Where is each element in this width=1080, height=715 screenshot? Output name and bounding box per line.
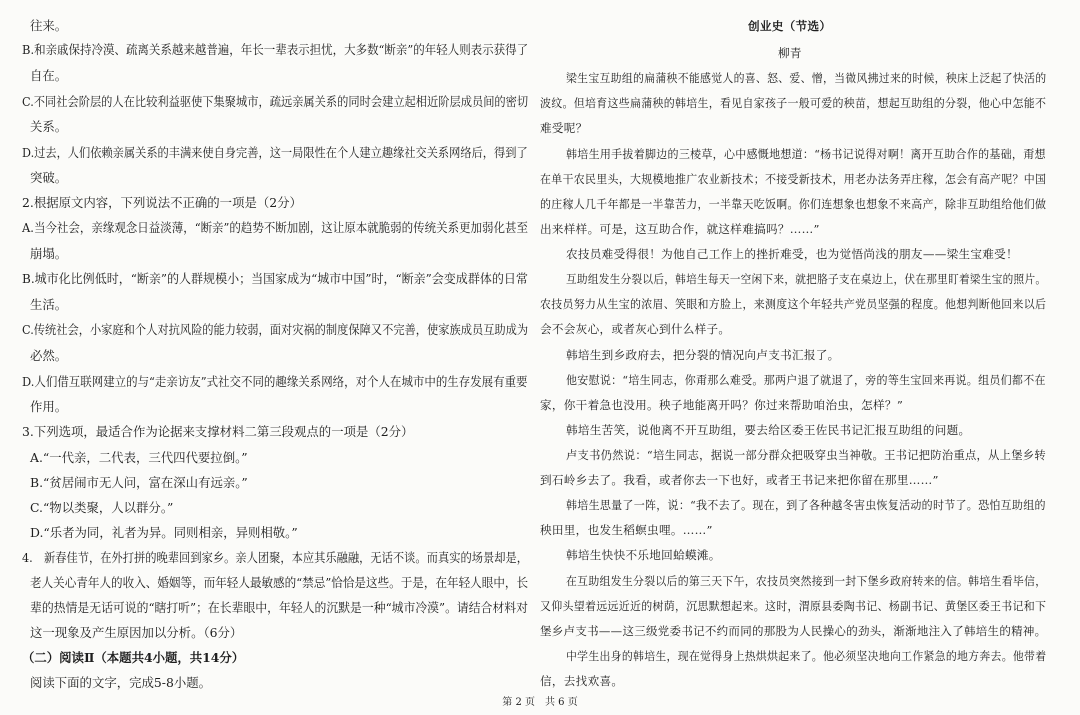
section-heading: （二）阅读Ⅱ（本题共4小题，共14分） (22, 650, 245, 665)
page-number: 第 2 页 共 6 页 (502, 697, 578, 708)
passage-line: 韩培生到乡政府去，把分裂的情况向卢支书汇报了。 (566, 348, 840, 362)
passage-line: 韩培生用手拔着脚边的三棱草，心中感慨地想道：“杨书记说得对啊！离开互助合作的基础，甭想 (566, 147, 1046, 161)
q2-option-b: B.城市化比例低时，“断亲”的人群规模小；当国家成为“城市中国”时，“断亲”会变成群体的日常 (22, 271, 528, 286)
passage-line: 互助组发生分裂以后，韩培生每天一空闲下来，就把胳子支在桌边上，伏在那里盯着梁生宝的照片。 (566, 272, 1047, 286)
text-line: 往来。 (30, 18, 68, 33)
passage-line: 韩培生思量了一阵，说：“我不去了。现在，到了各种越冬害虫恢复活动的时节了。恐怕互助组的 (566, 498, 1046, 512)
q3-option-c: C.“物以类聚，人以群分。” (30, 500, 174, 515)
passage-line: 韩培生快快不乐地回蛤蟆滩。 (566, 548, 721, 562)
section-instruction: 阅读下面的文字，完成5-8小题。 (30, 675, 212, 690)
passage-line: 卢支书仍然说：“培生同志，据说一部分群众把吸穿虫当神敬。王书记把防治重点，从上堡乡转 (566, 448, 1046, 462)
text-line: 突破。 (30, 170, 68, 185)
passage-line: 中学生出身的韩培生，现在觉得身上热烘烘起来了。他必须坚决地向工作紧急的地方奔去。他带着 (566, 649, 1047, 663)
text-line: 生活。 (30, 297, 68, 312)
passage-line: 信，去找欢喜。 (540, 674, 624, 688)
option-b-line: B.和亲戚保持冷漠、疏离关系越来越普遍，年长一辈表示担忧，大多数“断亲”的年轻人则表示获得了 (22, 42, 529, 57)
text-line: 自在。 (30, 68, 68, 83)
option-d-line: D.过去，人们依赖亲属关系的丰满来使自身完善，这一局限性在个人建立趣缘社交关系网络后，得到了 (22, 145, 528, 160)
option-c-line: C.不同社会阶层的人在比较利益驱使下集聚城市，疏远亲属关系的同时会建立起相近阶层成员间的密切 (22, 94, 529, 109)
passage-line: 难受呢？ (540, 121, 588, 135)
text-line: 必然。 (30, 348, 68, 363)
passage-line: 韩培生苦笑，说他离不开互助组，要去给区委王佐民书记汇报互助组的问题。 (566, 423, 971, 437)
passage-line: 会不会灰心，或者灰心到什么样子。 (540, 322, 731, 336)
text-line: 关系。 (30, 119, 68, 134)
passage-line: 农技员难受得很！为他自己工作上的挫折难受，也为觉悟尚浅的朋友——梁生宝难受！ (566, 247, 1018, 261)
q2-option-c: C.传统社会，小家庭和个人对抗风险的能力较弱，面对灾祸的制度保障又不完善，使家族成员互助成为 (22, 322, 529, 337)
q2-option-a: A.当今社会，亲缘观念日益淡薄，“断亲”的趋势不断加剧，这让原本就脆弱的传统关系更加弱化甚至 (22, 220, 528, 235)
q2-option-d: D.人们借互联网建立的与“走亲访友”式社交不同的趣缘关系网络，对个人在城市中的生存发展有重要 (22, 374, 528, 389)
question-2: 2.根据原文内容，下列说法不正确的一项是（2分） (22, 195, 302, 210)
passage-line: 堡乡卢支书——这三级党委书记不约而同的那股为人民操心的劲头，渐渐地注入了韩培生的精神。 (540, 624, 1047, 638)
q3-option-a: A.“一代亲，二代表，三代四代要拉倒。” (30, 450, 248, 465)
text-line: 老人关心青年人的收入、婚姻等，而年轻人最敏感的“禁忌”恰恰是这些。于是，在年轻人眼中，长 (30, 575, 529, 590)
passage-line: 秧田里，也发生稻螟虫哩。……” (540, 523, 713, 537)
q3-option-b: B.“贫居闹市无人问，富在深山有远亲。” (30, 475, 248, 490)
passage-line: 他安慰说：“培生同志，你甭那么难受。那两户退了就退了，旁的等生宝回来再说。组员们都不在 (566, 373, 1046, 387)
passage-line: 的庄稼人几千年都是一半靠苦力，一半靠天吃饭啊。你们连想象也想象不来高产，除非互助组给他们做 (540, 197, 1047, 211)
q3-option-d: D.“乐者为同，礼者为异。同则相亲，异则相敬。” (30, 525, 298, 540)
passage-title: 创业史（节选） (748, 19, 832, 33)
text-line: 辈的热情是无话可说的“瞎打听”；在长辈眼中，年轻人的沉默是一种“城市冷漠”。请结合材料对 (30, 600, 528, 615)
passage-line: 家，你干着急也没用。秧子地能离开吗？你过来帮助咱治虫，怎样？” (540, 398, 904, 412)
passage-line: 在单干农民里头，大规模地推广农业新技术；不接受新技术，用老办法务弄庄稼，怎会有高产呢？中国 (540, 172, 1047, 186)
passage-author: 柳青 (778, 46, 802, 60)
text-line: 崩塌。 (30, 246, 68, 261)
passage-line: 波纹。但培育这些扁蒲秧的韩培生，看见自家孩子一般可爱的秧苗，想起互助组的分裂，他心中怎能不 (540, 96, 1047, 110)
passage-line: 农技员努力从生宝的浓眉、笑眼和方脸上，来测度这个年轻共产党员坚强的程度。他想判断他回来以后 (540, 297, 1047, 311)
passage-line: 在互助组发生分裂以后的第三天下午，农技员突然接到一封下堡乡政府转来的信。韩培生看毕信， (566, 574, 1047, 588)
passage-line: 出来样样。可是，这互助合作，就这样难搞吗？……” (540, 222, 820, 236)
passage-line: 又仰头望着远远近近的树荫，沉思默想起来。这时，渭原县委陶书记、杨副书记、黄堡区委王书记和下 (540, 599, 1047, 613)
text-line: 作用。 (30, 399, 68, 414)
question-3: 3.下列选项，最适合作为论据来支撑材料二第三段观点的一项是（2分） (22, 424, 414, 439)
question-4: 4. 新春佳节，在外打拼的晚辈回到家乡。亲人团聚，本应其乐融融，无话不谈。而真实的场景却是， (22, 550, 528, 565)
text-line: 这一现象及产生原因加以分析。（6分） (30, 625, 243, 640)
passage-line: 到石岭乡去了。我看，或者你去一下也好，或者王书记来把你留在那里……” (540, 473, 939, 487)
passage-line: 梁生宝互助组的扁蒲秧不能感觉人的喜、怒、爱、憎，当微风拂过来的时候，秧床上泛起了快活的 (566, 71, 1047, 85)
